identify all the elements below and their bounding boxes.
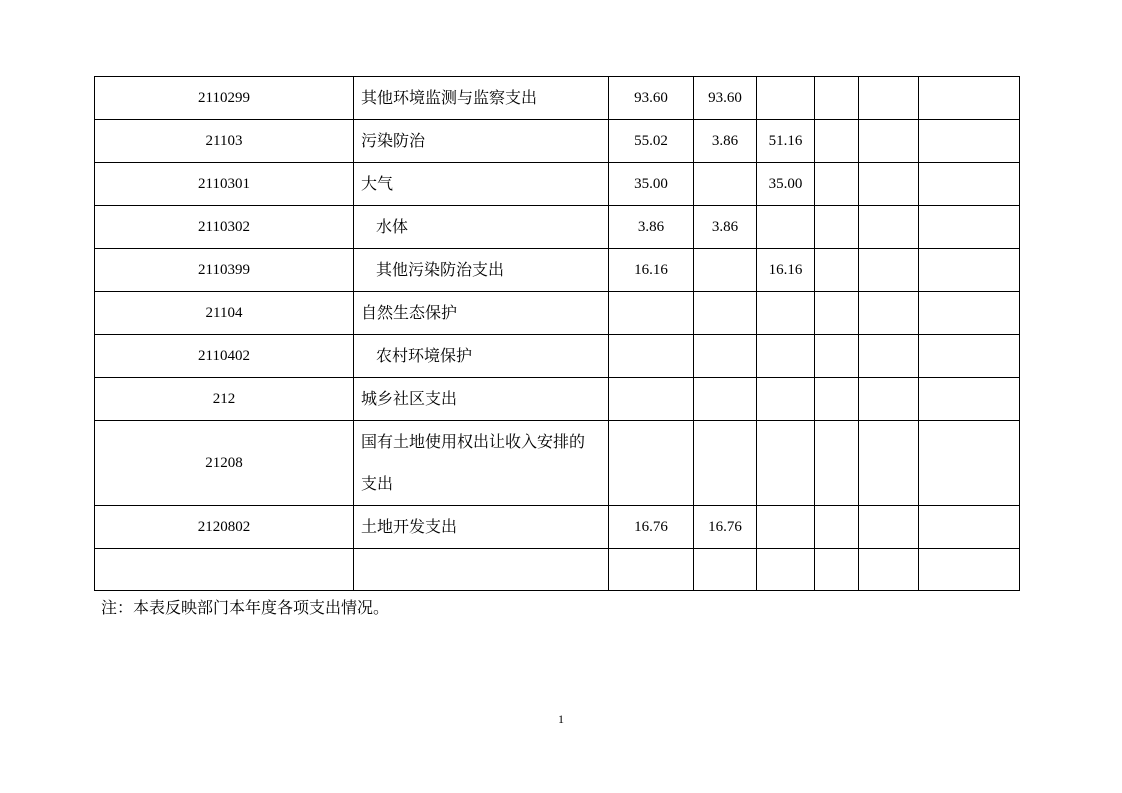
amount-cell: 16.76 [609, 506, 694, 549]
amount-cell [815, 292, 859, 335]
amount-cell [919, 421, 1020, 506]
amount-cell: 51.16 [757, 120, 815, 163]
table-note: 注：本表反映部门本年度各项支出情况。 [101, 598, 390, 617]
amount-cell [919, 120, 1020, 163]
subject-name-cell [354, 163, 609, 206]
amount-cell [815, 506, 859, 549]
subject-code-cell: 212 [95, 378, 354, 421]
table-row [95, 378, 1020, 421]
amount-cell [757, 506, 815, 549]
subject-code-cell: 2110301 [95, 163, 354, 206]
amount-cell [757, 421, 815, 506]
amount-cell [757, 292, 815, 335]
amount-cell [919, 249, 1020, 292]
subject-code-cell: 2110399 [95, 249, 354, 292]
amount-cell [815, 378, 859, 421]
subject-code-cell: 2120802 [95, 506, 354, 549]
amount-cell [859, 206, 919, 249]
table-row [95, 77, 1020, 120]
amount-cell [859, 77, 919, 120]
expenditure-table [94, 76, 1020, 591]
amount-cell [859, 335, 919, 378]
subject-name-cell [354, 378, 609, 421]
amount-cell [859, 421, 919, 506]
amount-cell [859, 292, 919, 335]
subject-name-text: 大气 [361, 174, 394, 193]
subject-code-cell: 2110299 [95, 77, 354, 120]
amount-cell: 3.86 [694, 120, 757, 163]
subject-name-cell [354, 421, 609, 506]
table-row [95, 163, 1020, 206]
subject-code-cell [95, 549, 354, 591]
amount-cell [919, 506, 1020, 549]
amount-cell: 93.60 [609, 77, 694, 120]
subject-code-cell: 21104 [95, 292, 354, 335]
amount-cell [815, 249, 859, 292]
amount-cell [859, 120, 919, 163]
amount-cell [609, 421, 694, 506]
subject-name-cell [354, 120, 609, 163]
subject-name-text: 其他环境监测与监察支出 [361, 88, 538, 107]
amount-cell [919, 549, 1020, 591]
amount-cell [815, 549, 859, 591]
amount-cell: 16.16 [609, 249, 694, 292]
amount-cell [694, 249, 757, 292]
table-row [95, 120, 1020, 163]
subject-name-cell [354, 77, 609, 120]
amount-cell: 3.86 [609, 206, 694, 249]
amount-cell [694, 292, 757, 335]
amount-cell: 35.00 [609, 163, 694, 206]
amount-cell [815, 421, 859, 506]
subject-name-text: 农村环境保护 [376, 346, 473, 365]
amount-cell [859, 163, 919, 206]
amount-cell [694, 549, 757, 591]
amount-cell [919, 292, 1020, 335]
amount-cell [919, 77, 1020, 120]
amount-cell: 35.00 [757, 163, 815, 206]
amount-cell [859, 549, 919, 591]
subject-name-cell [354, 335, 609, 378]
amount-cell [815, 163, 859, 206]
amount-cell [859, 249, 919, 292]
subject-code-cell: 21103 [95, 120, 354, 163]
table-row [95, 206, 1020, 249]
amount-cell [694, 378, 757, 421]
table-body [95, 77, 1020, 591]
amount-cell [815, 206, 859, 249]
subject-name-cell [354, 549, 609, 591]
amount-cell [815, 335, 859, 378]
table-row [95, 292, 1020, 335]
subject-name-cell [354, 249, 609, 292]
page-number: 1 [558, 712, 564, 726]
amount-cell [609, 335, 694, 378]
table-row [95, 249, 1020, 292]
amount-cell: 16.76 [694, 506, 757, 549]
subject-name-cell [354, 292, 609, 335]
subject-name-text: 自然生态保护 [361, 303, 458, 322]
amount-cell [694, 163, 757, 206]
table-row [95, 506, 1020, 549]
amount-cell [919, 206, 1020, 249]
amount-cell: 55.02 [609, 120, 694, 163]
amount-cell [859, 378, 919, 421]
amount-cell: 3.86 [694, 206, 757, 249]
subject-name-text: 国有土地使用权出让收入安排的支出 [361, 432, 586, 493]
subject-name-cell [354, 506, 609, 549]
amount-cell: 16.16 [757, 249, 815, 292]
amount-cell [919, 335, 1020, 378]
amount-cell [609, 378, 694, 421]
table-row [95, 335, 1020, 378]
amount-cell: 93.60 [694, 77, 757, 120]
amount-cell [757, 549, 815, 591]
subject-code-cell: 2110402 [95, 335, 354, 378]
amount-cell [815, 77, 859, 120]
subject-name-cell [354, 206, 609, 249]
subject-name-text: 土地开发支出 [361, 517, 458, 536]
amount-cell [757, 77, 815, 120]
table-row [95, 421, 1020, 506]
amount-cell [694, 421, 757, 506]
amount-cell [757, 378, 815, 421]
amount-cell [919, 378, 1020, 421]
subject-name-text: 城乡社区支出 [361, 389, 458, 408]
amount-cell [609, 549, 694, 591]
subject-code-cell: 21208 [95, 421, 354, 506]
subject-name-text: 水体 [376, 217, 409, 236]
amount-cell [609, 292, 694, 335]
amount-cell [815, 120, 859, 163]
amount-cell [919, 163, 1020, 206]
amount-cell [694, 335, 757, 378]
amount-cell [757, 335, 815, 378]
subject-code-cell: 2110302 [95, 206, 354, 249]
amount-cell [859, 506, 919, 549]
subject-name-text: 其他污染防治支出 [376, 260, 505, 279]
table-row [95, 549, 1020, 591]
subject-name-text: 污染防治 [361, 131, 426, 150]
amount-cell [757, 206, 815, 249]
